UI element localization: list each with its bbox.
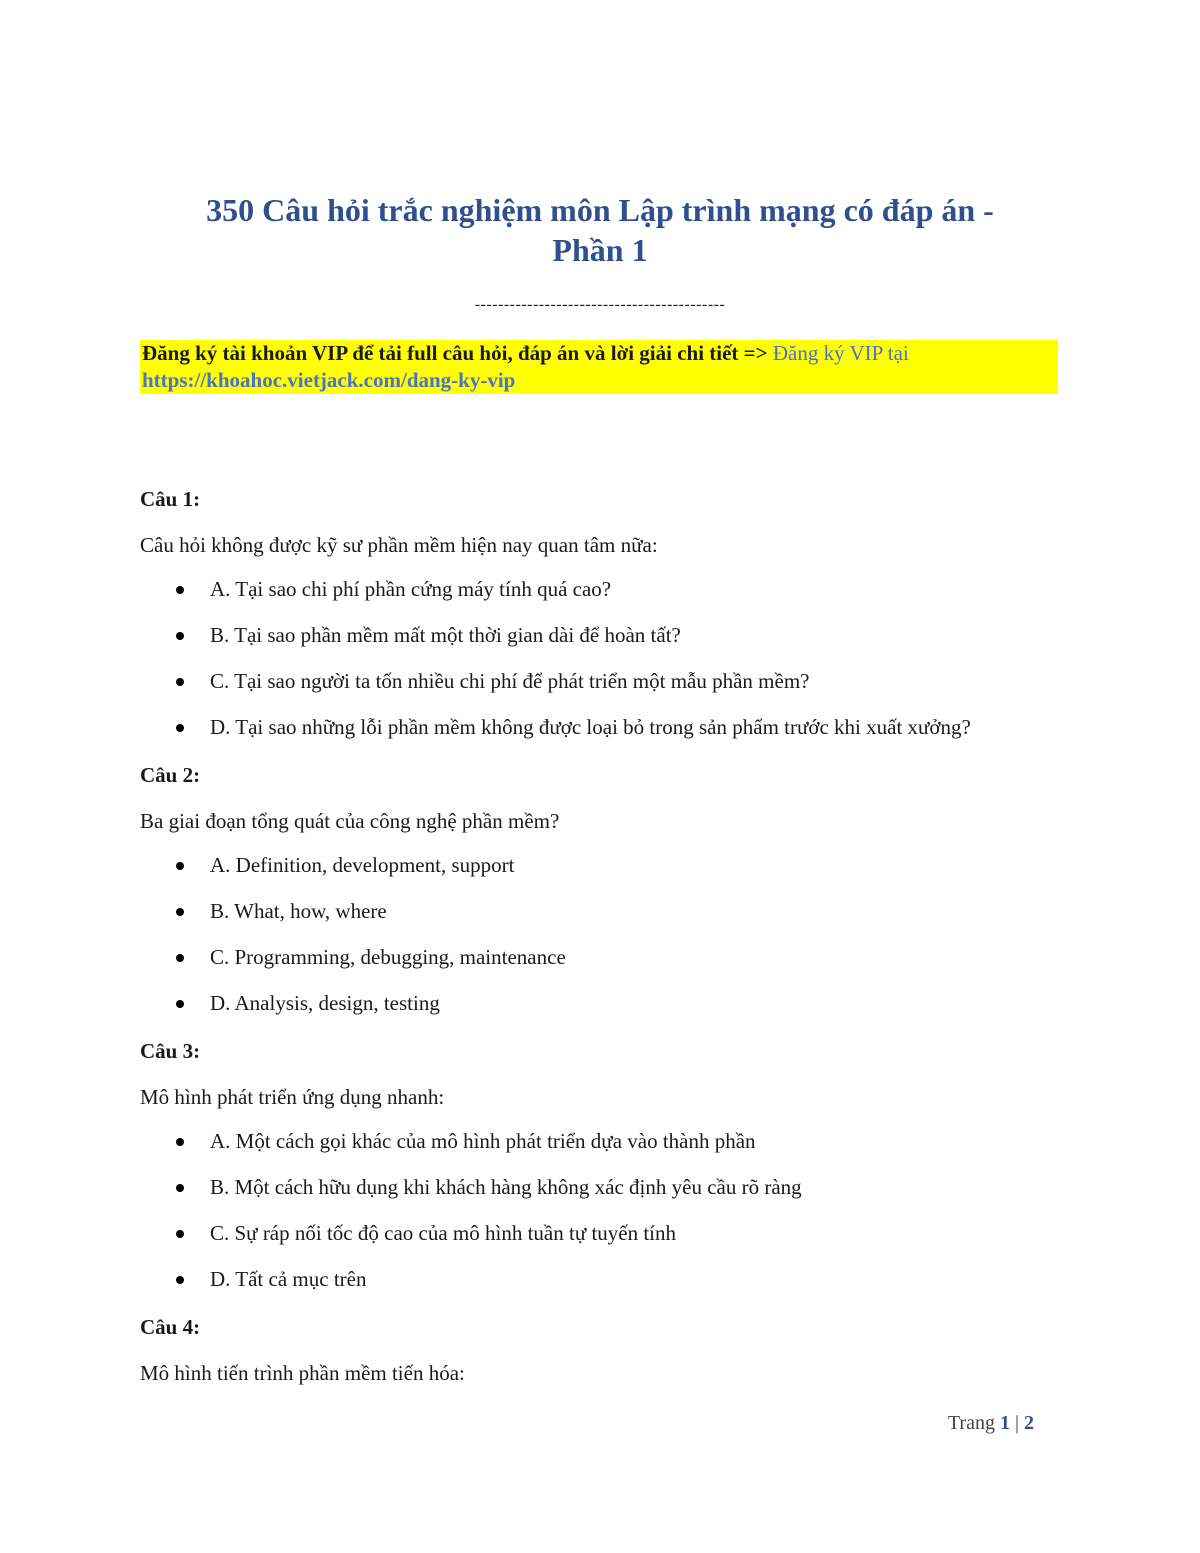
option-item: [140, 1220, 1040, 1247]
option-item: [140, 898, 1040, 925]
option-text: A. Definition, development, support: [210, 853, 515, 877]
questions-list: [140, 484, 1040, 1404]
bullet-icon: [176, 632, 184, 640]
option-item: [140, 714, 1040, 741]
option-item: [140, 1174, 1040, 1201]
option-list: [140, 576, 1040, 741]
question-label: Câu 1:: [140, 487, 201, 511]
divider: -------------------------------------------: [474, 296, 726, 313]
title-line-2: Phần 1: [552, 232, 648, 268]
option-text: B. What, how, where: [210, 899, 387, 923]
vip-register-link[interactable]: Đăng ký VIP tại: [772, 341, 909, 365]
question-label: Câu 2:: [140, 763, 201, 787]
option-item: [140, 622, 1040, 649]
option-item: [140, 852, 1040, 879]
question-text: Câu hỏi không được kỹ sư phần mềm hiện nay quan tâm nữa:: [140, 533, 658, 557]
vip-banner: [140, 340, 1058, 394]
bullet-icon: [176, 954, 184, 962]
question-text: Mô hình tiến trình phần mềm tiến hóa:: [140, 1361, 465, 1385]
bullet-icon: [176, 586, 184, 594]
option-text: A. Một cách gọi khác của mô hình phát triển dựa vào thành phần: [210, 1129, 756, 1153]
bullet-icon: [176, 1000, 184, 1008]
bullet-icon: [176, 678, 184, 686]
footer-page-number: 1: [999, 1412, 1010, 1434]
page-footer: [948, 1412, 1034, 1435]
bullet-icon: [176, 908, 184, 916]
bullet-icon: [176, 1276, 184, 1284]
bullet-icon: [176, 724, 184, 732]
question-label: Câu 3:: [140, 1039, 201, 1063]
vip-url-link[interactable]: https://khoahoc.vietjack.com/dang-ky-vip: [142, 368, 516, 392]
question-text: Ba giai đoạn tổng quát của công nghệ phần mềm?: [140, 809, 560, 833]
option-text: C. Programming, debugging, maintenance: [210, 945, 566, 969]
option-text: D. Tại sao những lỗi phần mềm không được loại bỏ trong sản phẩm trước khi xuất xưởng?: [210, 715, 971, 739]
option-text: B. Một cách hữu dụng khi khách hàng không xác định yêu cầu rõ ràng: [210, 1175, 802, 1199]
bullet-icon: [176, 862, 184, 870]
option-text: D. Analysis, design, testing: [210, 991, 440, 1015]
vip-text: Đăng ký tài khoản VIP để tải full câu hỏi, đáp án và lời giải chi tiết =>: [142, 341, 773, 365]
option-item: [140, 1266, 1040, 1293]
option-list: [140, 852, 1040, 1017]
option-text: D. Tất cả mục trên: [210, 1267, 367, 1291]
option-text: C. Tại sao người ta tốn nhiều chi phí để phát triển một mẫu phần mềm?: [210, 669, 810, 693]
option-item: [140, 668, 1040, 695]
option-list: [140, 1128, 1040, 1293]
option-item: [140, 1128, 1040, 1155]
bullet-icon: [176, 1138, 184, 1146]
page-title: [140, 190, 1060, 270]
question-block: [140, 1036, 1040, 1293]
question-block: [140, 760, 1040, 1017]
question-text: Mô hình phát triển ứng dụng nhanh:: [140, 1085, 445, 1109]
option-item: [140, 944, 1040, 971]
question-block: [140, 1312, 1040, 1388]
footer-prefix: Trang: [947, 1412, 1000, 1434]
option-text: C. Sự ráp nối tốc độ cao của mô hình tuần tự tuyến tính: [210, 1221, 677, 1245]
option-item: [140, 990, 1040, 1017]
option-text: B. Tại sao phần mềm mất một thời gian dài để hoàn tất?: [210, 623, 681, 647]
bullet-icon: [176, 1184, 184, 1192]
option-item: [140, 576, 1040, 603]
title-line-1: 350 Câu hỏi trắc nghiệm môn Lập trình mạng có đáp án -: [206, 192, 994, 228]
bullet-icon: [176, 1230, 184, 1238]
question-label: Câu 4:: [140, 1315, 201, 1339]
footer-total-pages: 2: [1024, 1412, 1034, 1434]
option-text: A. Tại sao chi phí phần cứng máy tính quá cao?: [210, 577, 612, 601]
footer-separator: |: [1009, 1412, 1024, 1434]
question-block: [140, 484, 1040, 741]
